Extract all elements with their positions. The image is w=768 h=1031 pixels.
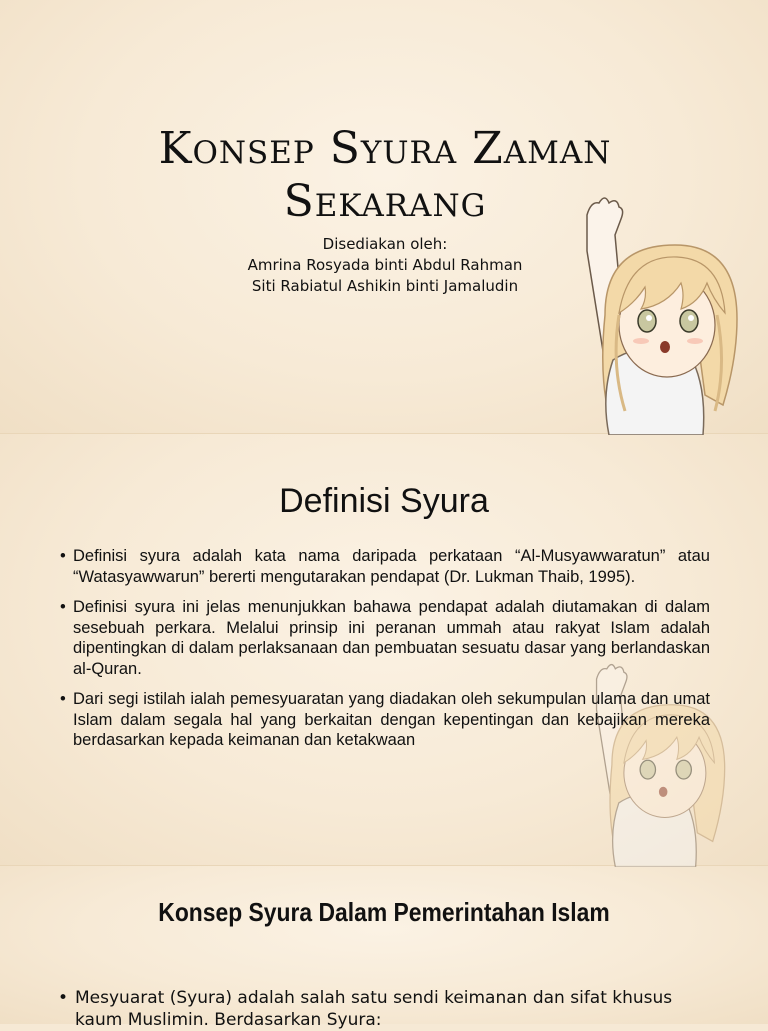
prepared-by-label: Disediakan oleh: xyxy=(322,235,448,253)
bullet-item: • Dari segi istilah ialah pemesyuaratan yang diadakan oleh sekumpulan ulama dan umat Islam dalam segala hal yang berkaitan dengan kepentingan dan kebajikan mereka berdasarkan kepada keimanan dan ketakwaan xyxy=(60,689,710,751)
definition-bullet-list xyxy=(60,546,710,761)
waving-girl-illustration xyxy=(565,195,740,435)
slide-title: Konsep Syura Zaman Sekarang xyxy=(158,123,612,227)
concept-bullet-list xyxy=(58,987,718,1031)
slide-heading: Definisi Syura xyxy=(279,482,489,520)
slide-heading: Konsep Syura Dalam Pemerintahan Islam xyxy=(158,897,610,927)
bullet-item: • Definisi syura adalah kata nama daripada perkataan “Al-Musyawwaratun” atau “Watasyawwarun” bererti mengutarakan pendapat (Dr. Lukman Thaib, 1995). xyxy=(60,546,710,587)
author-name: Siti Rabiatul Ashikin binti Jamaludin xyxy=(251,277,519,295)
author-name: Amrina Rosyada binti Abdul Rahman xyxy=(247,256,523,274)
bullet-item: • Mesyuarat (Syura) adalah salah satu sendi keimanan dan sifat khusus kaum Muslimin. Berdasarkan Syura: xyxy=(58,987,718,1031)
bullet-item: • Definisi syura ini jelas menunjukkan bahawa pendapat adalah diutamakan di dalam sesebuah perkara. Melalui prinsip ini peranan ummah atau rakyat Islam adalah dipentingkan di dalam perlaksanaan dan pembuatan sesuatu dasar yang berlandaskan al-Quran. xyxy=(60,597,710,679)
byline xyxy=(180,234,590,297)
waving-girl-figure xyxy=(587,198,737,435)
